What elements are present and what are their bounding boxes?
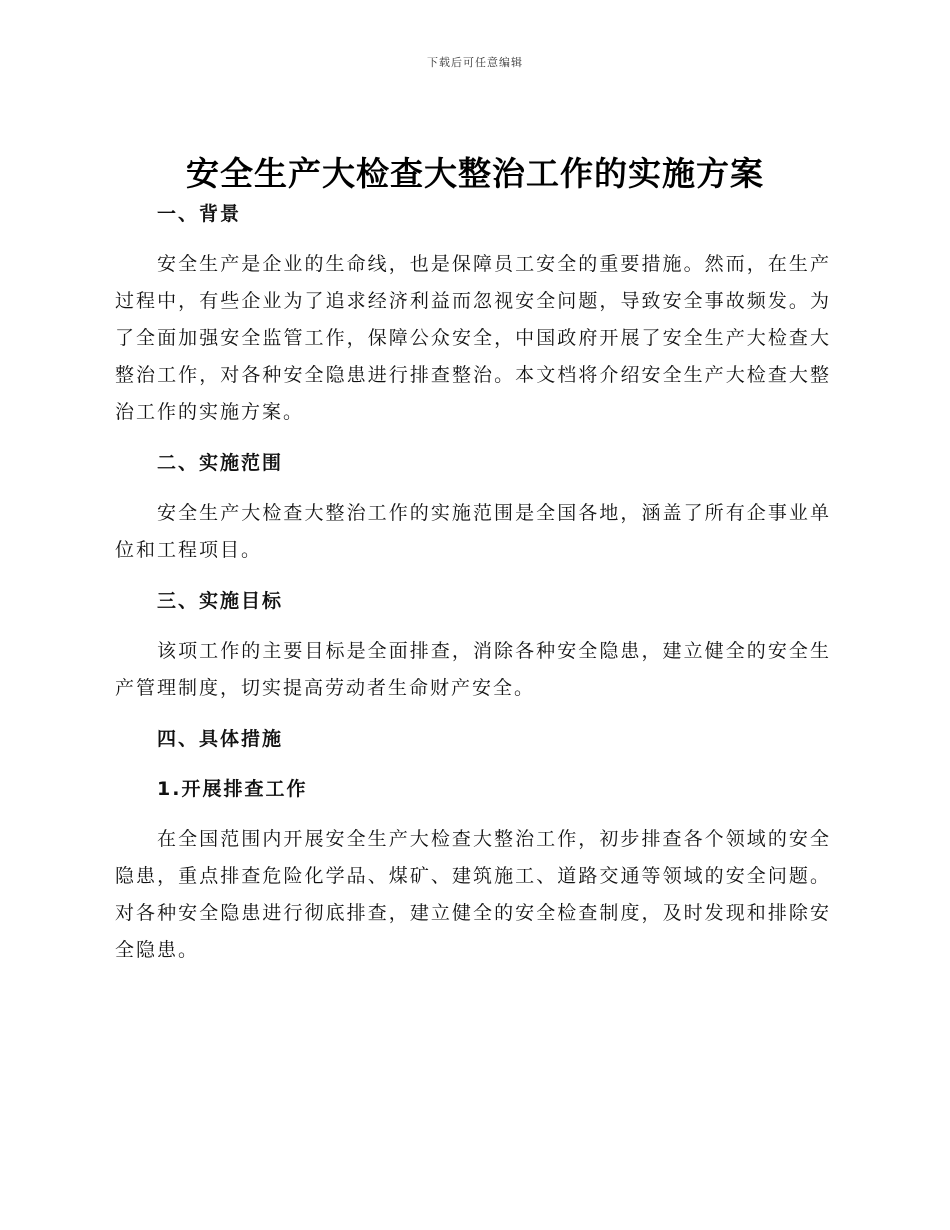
subsection-paragraph-investigation: 在全国范围内开展安全生产大检查大整治工作，初步排查各个领域的安全隐患，重点排查危险化学品、煤矿、建筑施工、道路交通等领域的安全问题。对各种安全隐患进行彻底排查，建立健全的安全检查制度，及时发现和排除安全隐患。 xyxy=(115,828,831,961)
section-paragraph-scope: 安全生产大检查大整治工作的实施范围是全国各地，涵盖了所有企事业单位和工程项目。 xyxy=(115,502,831,561)
document-title: 安全生产大检查大整治工作的实施方案 xyxy=(186,154,764,193)
section-paragraph-goals: 该项工作的主要目标是全面排查，消除各种安全隐患，建立健全的安全生产管理制度，切实提高劳动者生命财产安全。 xyxy=(115,640,831,699)
subsection-heading-investigation: 1.开展排查工作 xyxy=(157,778,308,800)
section-heading-measures: 四、具体措施 xyxy=(157,728,284,750)
section-heading-scope: 二、实施范围 xyxy=(157,452,284,474)
section-heading-goals: 三、实施目标 xyxy=(157,590,284,612)
document-body xyxy=(115,196,831,969)
section-heading-background: 一、背景 xyxy=(157,203,242,225)
header-note: 下载后可任意编辑 xyxy=(427,56,523,69)
section-paragraph-background: 安全生产是企业的生命线，也是保障员工安全的重要措施。然而，在生产过程中，有些企业为了追求经济利益而忽视安全问题，导致安全事故频发。为了全面加强安全监管工作，保障公众安全，中国政府开展了安全生产大检查大整治工作，对各种安全隐患进行排查整治。本文档将介绍安全生产大检查大整治工作的实施方案。 xyxy=(115,253,831,423)
